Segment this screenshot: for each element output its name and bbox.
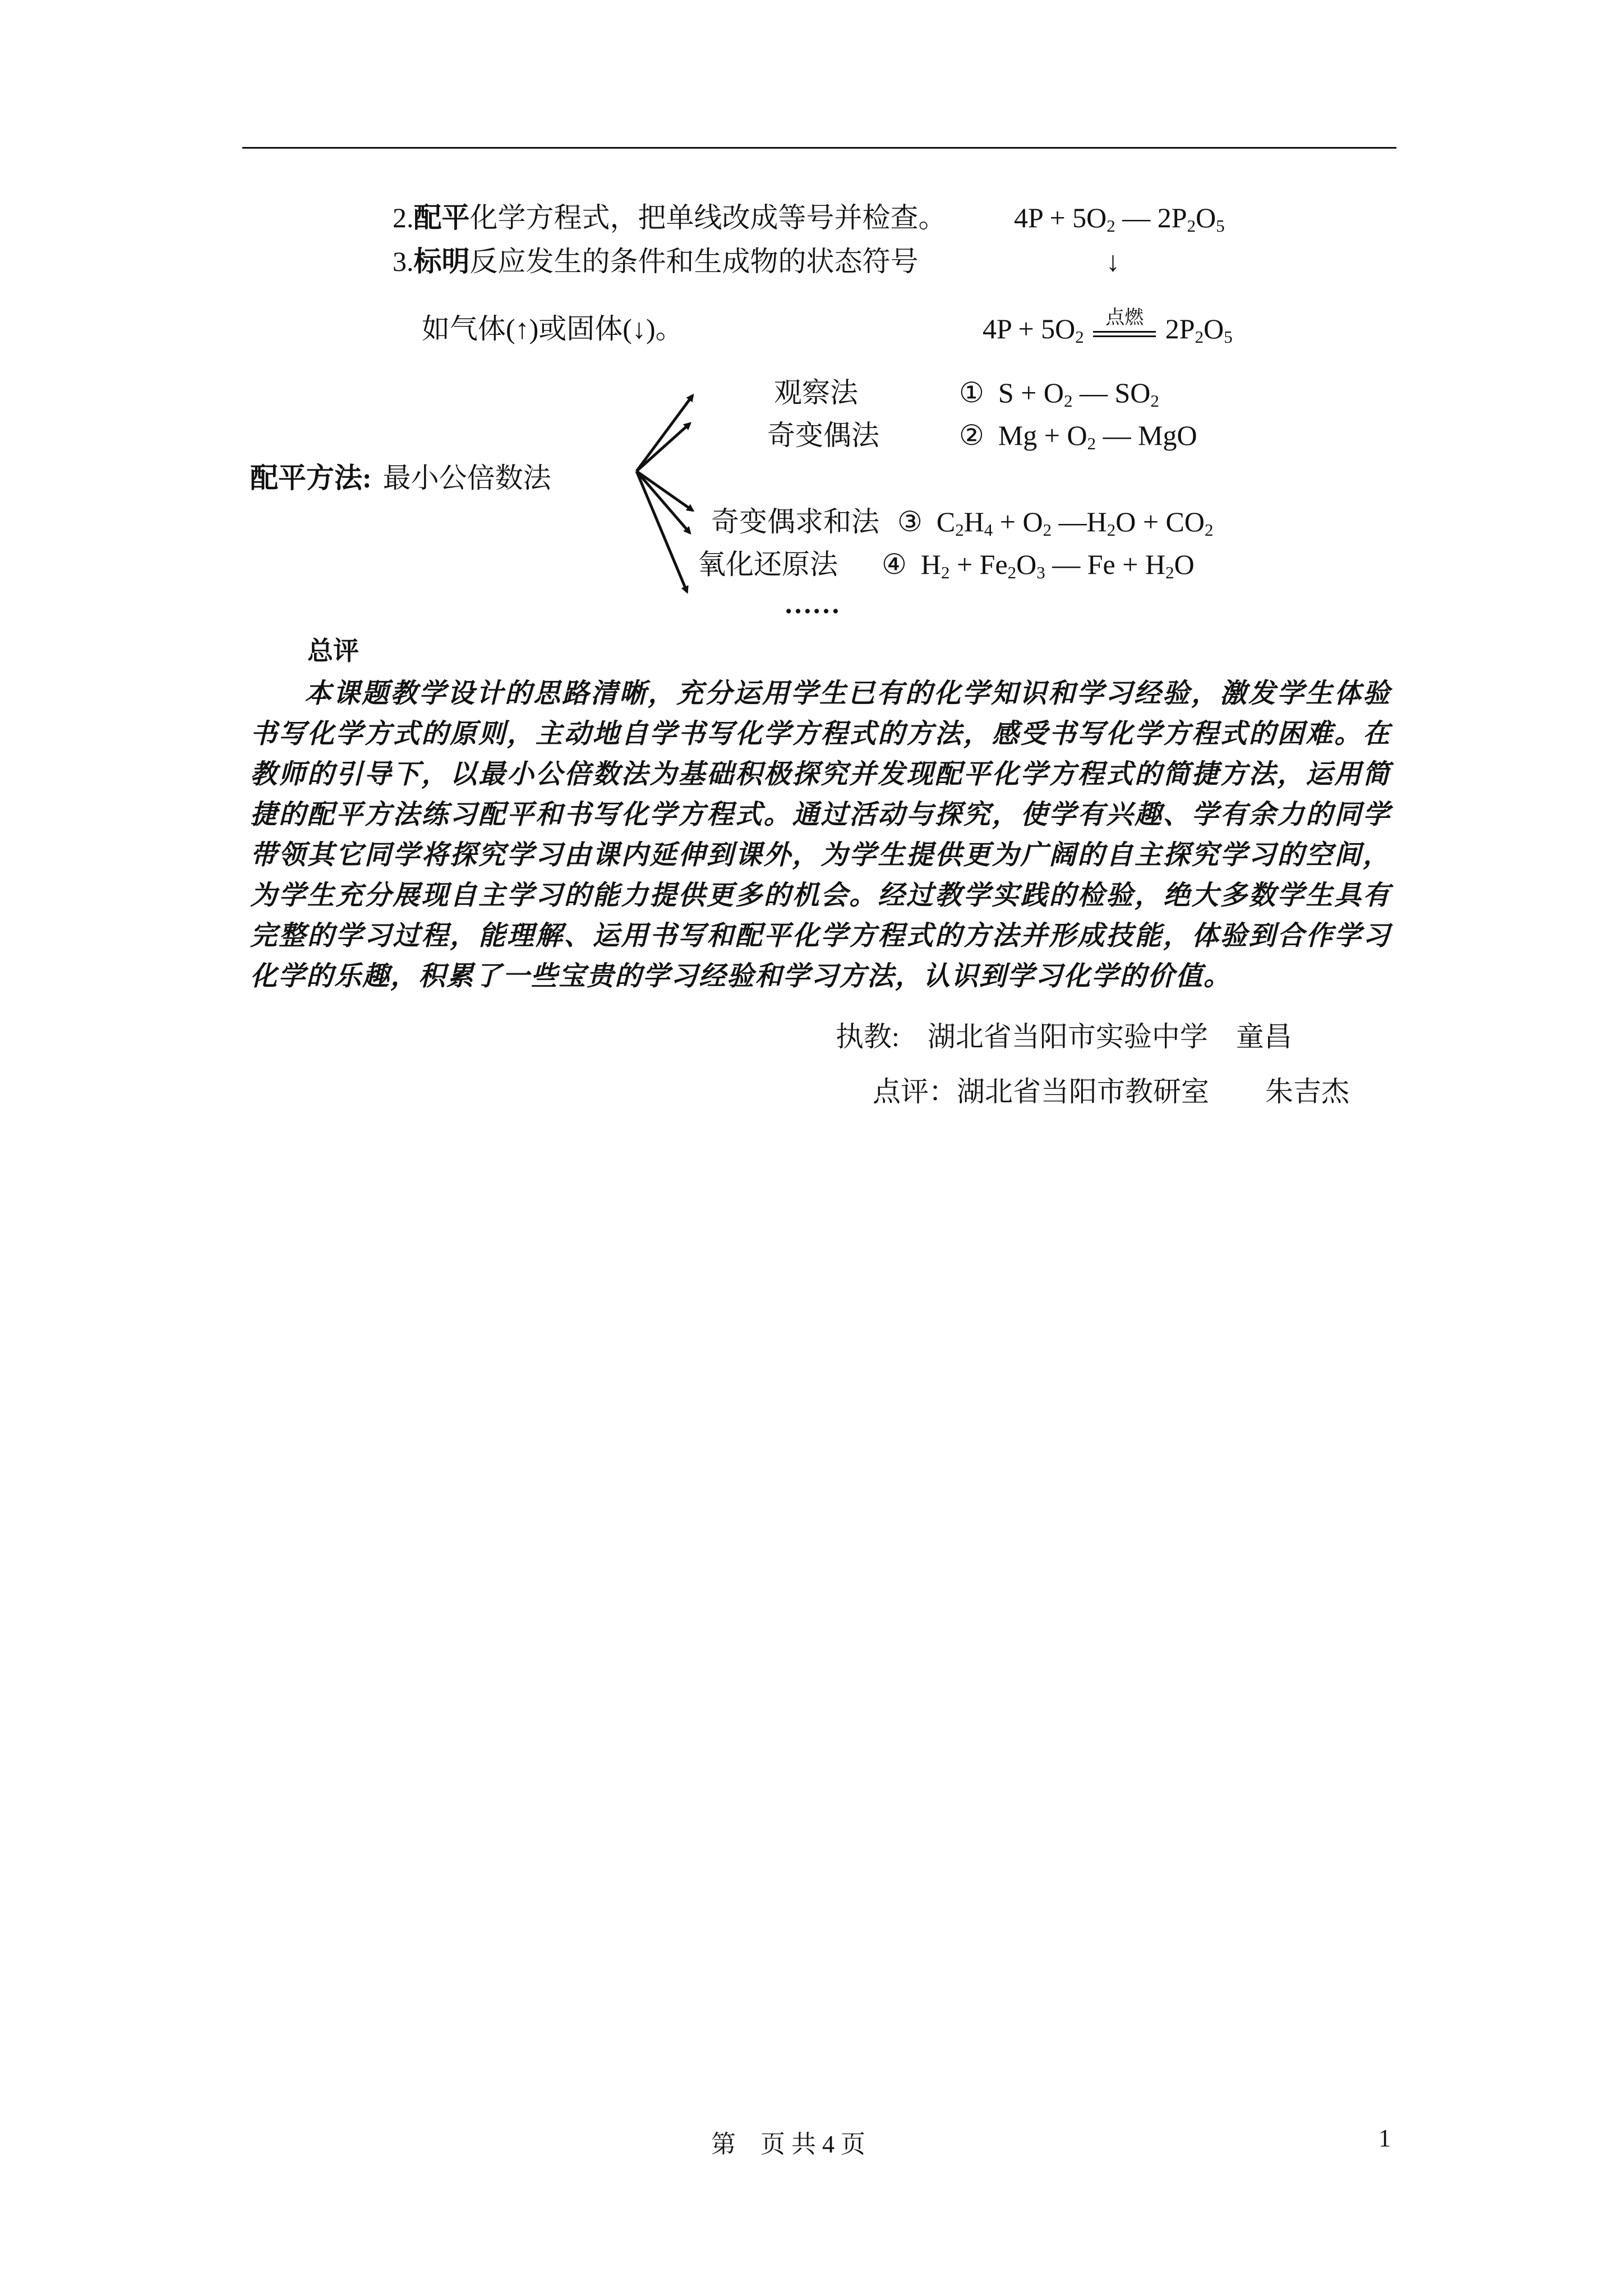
method-1-equation: ① $S + O_2$ — $SO_2$ bbox=[959, 377, 1159, 411]
reaction-condition: 点燃 bbox=[1091, 312, 1158, 346]
method-2-equation: ② $Mg + O_2$ — MgO bbox=[959, 420, 1197, 453]
footer-page-info: 第 页 共 4 页 bbox=[711, 2131, 865, 2158]
methods-label: 配平方法: bbox=[250, 462, 372, 494]
method-4-equation: ④ $H_2 + Fe_2O_3$ — $Fe + H_2O$ bbox=[882, 549, 1195, 582]
step-2-text: 化学方程式，把单线改成等号并检查。 bbox=[469, 202, 947, 233]
step-2-bold: 配平 bbox=[413, 202, 470, 233]
header-rule bbox=[242, 147, 1396, 149]
step-3-text: 反应发生的条件和生成物的状态符号 bbox=[469, 246, 919, 277]
method-3: 奇变偶求和法 bbox=[711, 506, 879, 537]
step-2-number: 2. bbox=[393, 202, 414, 233]
arrow-to-method-2 bbox=[637, 424, 690, 471]
step-3-continuation: 如气体(↑)或固体(↓)。 bbox=[422, 313, 684, 344]
footer-page-number: 1 bbox=[1378, 2124, 1391, 2152]
method-4: 氧化还原法 bbox=[698, 549, 838, 580]
equation-unbalanced: $4P + 5O_2$ — $2P_2O_5$ bbox=[1014, 202, 1225, 236]
down-arrow: ↓ bbox=[1106, 246, 1120, 277]
step-3-line bbox=[393, 245, 919, 278]
summary-heading: 总评 bbox=[307, 636, 359, 666]
method-1: 观察法 bbox=[774, 377, 858, 408]
step-2-line bbox=[393, 201, 947, 234]
summary-paragraph: 本课题教学设计的思路清晰，充分运用学生已有的化学知识和学习经验，激发学生体验书写化学方式的原则，主动地自学书写化学方程式的方法，感受书写化学方程式的困难。在教师的引导下，以最小公倍数法为基础积极探究并发现配平化学方程式的简捷方法，运用简捷的配平方法练习配平和书写化学方程式。通过活动与探究，使学有兴趣、学有余力的同学带领其它同学将探究学习由课内延伸到课外，为学生提供更为广阔的自主探究学习的空间，为学生充分展现自主学习的能力提供更多的机会。经过教学实践的检验，绝大多数学生具有完整的学习过程，能理解、运用书写和配平化学方程式的方法并形成技能，体验到合作学习化学的乐趣，积累了一些宝贵的学习经验和学习方法，认识到学习化学的价值。 bbox=[250, 678, 1391, 992]
methods-heading bbox=[250, 461, 551, 495]
method-3-equation: ③ $C_2H_4 + O_2$ $—H_2O + CO_2$ bbox=[897, 506, 1214, 540]
reviewer-credit: 点评：湖北省当阳市教研室 朱吉杰 bbox=[873, 1076, 1349, 1107]
teacher-credit: 执教: 湖北省当阳市实验中学 童昌 bbox=[836, 1021, 1292, 1052]
method-2: 奇变偶法 bbox=[767, 420, 879, 451]
methods-center: 最小公倍数法 bbox=[382, 462, 551, 494]
step-3-number: 3. bbox=[393, 246, 414, 277]
equation-balanced: $4P + 5O_2$ 点燃 $2P_2O_5$ bbox=[983, 307, 1233, 347]
arrow-to-method-1 bbox=[637, 395, 693, 471]
step-3-bold: 标明 bbox=[413, 246, 470, 277]
methods-ellipsis: …… bbox=[784, 588, 840, 619]
